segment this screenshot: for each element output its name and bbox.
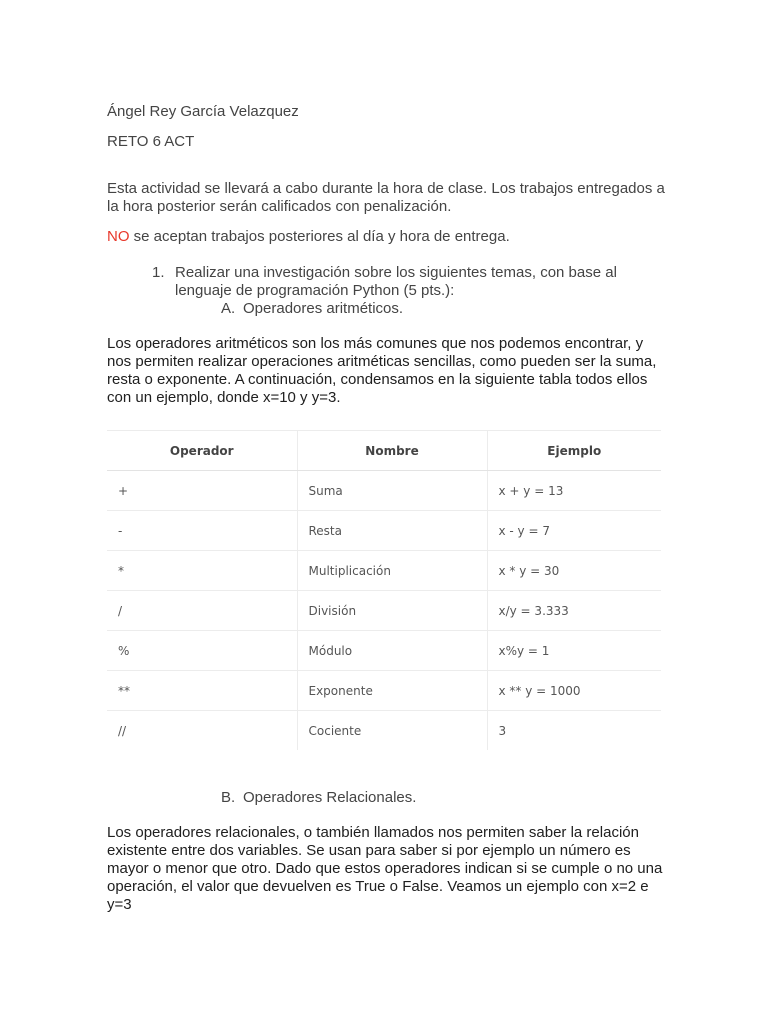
cell-example: x%y = 1 (487, 631, 661, 671)
intro-paragraph: Esta actividad se llevará a cabo durante la hora de clase. Los trabajos entregados a la hora posterior serán calificados con penalización. (107, 180, 665, 215)
sublist-text: Operadores Relacionales. (243, 789, 417, 806)
cell-example: x - y = 7 (487, 511, 661, 551)
cell-operator: - (107, 511, 297, 551)
table-row (107, 631, 661, 671)
list-item-text: Realizar una investigación sobre los siguientes temas, con base al lenguaje de programación Python (5 pts.): (175, 264, 617, 299)
table-header-row (107, 431, 661, 471)
cell-name: Cociente (297, 711, 487, 751)
table-row (107, 511, 661, 551)
sublist-item-a (221, 300, 403, 318)
cell-example: x * y = 30 (487, 551, 661, 591)
cell-name: Módulo (297, 631, 487, 671)
table-row (107, 471, 661, 511)
header-operador: Operador (107, 431, 297, 471)
author-name: Ángel Rey García Velazquez (107, 103, 299, 120)
cell-name: División (297, 591, 487, 631)
cell-name: Suma (297, 471, 487, 511)
notice-paragraph (107, 228, 510, 246)
table-row (107, 591, 661, 631)
header-nombre: Nombre (297, 431, 487, 471)
cell-operator: % (107, 631, 297, 671)
sublist-item-b (221, 789, 416, 807)
table-row (107, 711, 661, 751)
cell-name: Resta (297, 511, 487, 551)
sublist-letter: B. (221, 789, 236, 806)
cell-example: x/y = 3.333 (487, 591, 661, 631)
table-row (107, 671, 661, 711)
cell-operator: ** (107, 671, 297, 711)
cell-operator: // (118, 723, 127, 738)
notice-emphasis: NO (107, 228, 130, 245)
cell-operator: * (107, 551, 297, 591)
arithmetic-description: Los operadores aritméticos son los más comunes que nos podemos encontrar, y nos permiten realizar operaciones aritméticas sencillas, como pueden ser la suma, resta o exponente. A continuación, condensamos en la siguiente tabla todos ellos con un ejemplo, donde x=10 y y=3. (107, 335, 657, 406)
cell-example: 3 (487, 711, 661, 751)
document-title: RETO 6 ACT (107, 133, 195, 150)
table-row (107, 551, 661, 591)
sublist-text: Operadores aritméticos. (243, 300, 404, 317)
operators-table (107, 430, 661, 750)
cell-operator: + (107, 471, 297, 511)
cell-name: Multiplicación (297, 551, 487, 591)
cell-name: Exponente (297, 671, 487, 711)
list-item-number: 1. (152, 264, 165, 281)
notice-text: se aceptan trabajos posteriores al día y hora de entrega. (129, 228, 510, 245)
cell-operator: / (107, 591, 297, 631)
cell-example: x + y = 13 (487, 471, 661, 511)
header-ejemplo: Ejemplo (487, 431, 661, 471)
relational-description: Los operadores relacionales, o también llamados nos permiten saber la relación existente entre dos variables. Se usan para saber si por ejemplo un número es mayor o menor que otro. Dado que estos operadores indican si se cumple o no una operación, el valor que devuelven es True o False. Veamos un ejemplo con x=2 e y=3 (107, 824, 663, 913)
cell-example: x ** y = 1000 (487, 671, 661, 711)
sublist-letter: A. (221, 300, 236, 317)
